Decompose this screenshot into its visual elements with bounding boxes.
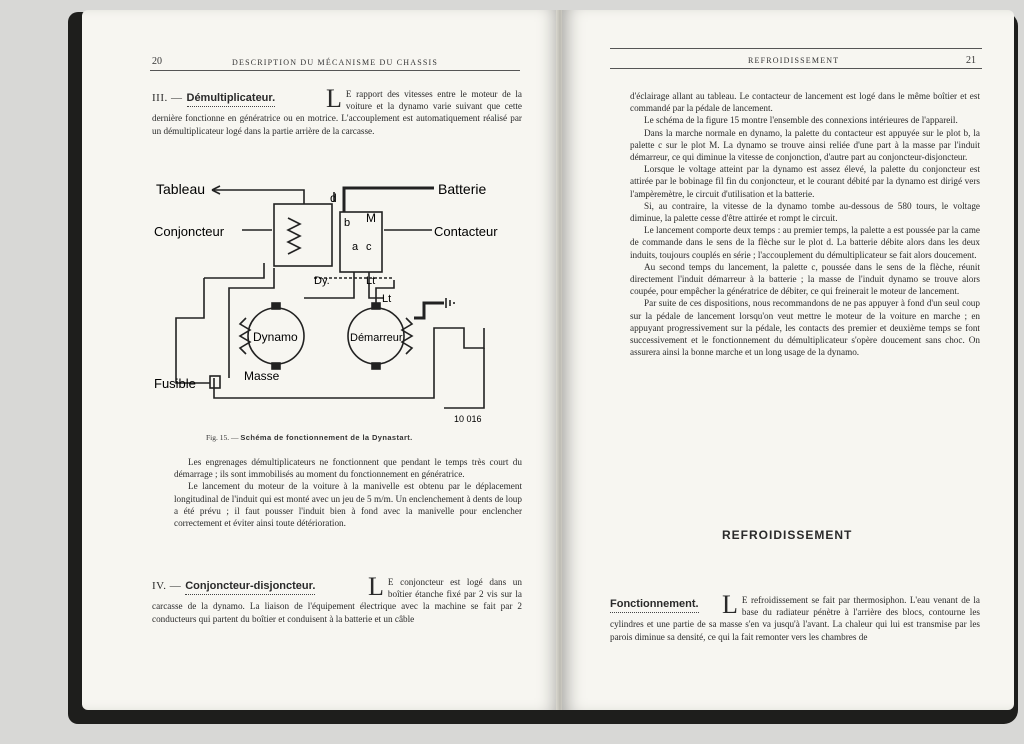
paragraph: Le schéma de la figure 15 montre l'ensemble des connexions intérieures de l'appareil. — [644, 115, 958, 126]
label-dynamo: Dynamo — [253, 330, 298, 344]
page-number: 21 — [966, 55, 976, 66]
running-head: DESCRIPTION DU MÉCANISME DU CHASSIS — [232, 58, 439, 67]
paragraph: Par suite de ces dispositions, nous recommandons de ne pas appuyer à fond d'un seul coup sur la pédale de lancement lorsqu'on veut mettre le moteur de la voiture en marche ; en appuyant progressivement sur la pédale, les contacts des premier et deuxième temps se font successivement et le fonctionnement du démultiplicateur s'opère doucement sans choc. On assurera ainsi la bonne marche et un long usage de la dynamo. — [630, 298, 980, 358]
section-title: Fonctionnement. — [610, 598, 699, 613]
paragraph: Au second temps du lancement, la palette c, poussée dans le sens de la flèche, réunit directement l'induit démarreur à la batterie ; la masse de l'induit dynamo se trouve alors coupée, pour empêcher la génératrice de débiter, ce qui freinerait le moteur de lancement. — [630, 261, 980, 297]
label-c: c — [366, 241, 372, 253]
label-a: a — [352, 241, 359, 253]
body-after-figure — [174, 456, 522, 529]
label-b: b — [344, 217, 351, 229]
label-conjoncteur: Conjoncteur — [154, 224, 225, 239]
figure-reference: 10 016 — [454, 414, 482, 424]
right-body — [630, 90, 980, 358]
section-number: III. — — [152, 92, 183, 104]
label-demarreur: Démarreur — [350, 332, 403, 344]
chapter-heading: REFROIDISSEMENT — [722, 528, 853, 542]
header-rule-top — [610, 48, 982, 49]
header-rule — [150, 70, 520, 71]
header-rule — [610, 68, 982, 69]
label-batterie: Batterie — [438, 181, 487, 197]
paragraph: Dans la marche normale en dynamo, la palette du contacteur est appuyée sur le plot b, la palette c sur le plot M. La dynamo se trouve ainsi reliée d'une part à la masse par l'induit démarreur, ce qui diminue la vitesse de conjonction, d'autre part au conjoncteur-disjoncteur. — [630, 127, 980, 163]
left-page — [82, 10, 560, 710]
label-contacteur: Contacteur — [434, 224, 498, 239]
dropcap: L — [326, 84, 342, 113]
section-fonctionnement — [610, 590, 980, 643]
page-number: 20 — [152, 56, 162, 67]
paragraph: Le lancement du moteur de la voiture à la manivelle est obtenu par le déplacement longitudinal de l'induit qui est monté avec un jeu de 5 m/m. Un enclenchement à dents de loup a été prévu ; il faut pousser l'induit bien à fond avec la manivelle pour enclencher correctement et éviter ainsi toute détérioration. — [174, 481, 522, 529]
label-dy: Dy. — [314, 275, 330, 287]
section-title: Démultiplicateur. — [187, 92, 276, 107]
label-tableau: Tableau — [156, 181, 206, 197]
caption-text: Schéma de fonctionnement de la Dynastart. — [240, 433, 413, 442]
dropcap: L — [368, 572, 384, 601]
paragraph: Les engrenages démultiplicateurs ne fonctionnent que pendant le temps très court du démarrage ; ils sont immobilisés au moment du fonctionnement en génératrice. — [174, 457, 522, 480]
label-masse: Masse — [244, 369, 280, 383]
label-lt-2: Lt — [382, 293, 392, 305]
section-number: IV. — — [152, 580, 182, 592]
paragraph: Le lancement comporte deux temps : au premier temps, la palette a est poussée par la came de commande dans le sens de la flèche sur le plot d. La batterie débite alors dans les deux induits, toujours couplés en série ; l'accouplement du démultiplicateur se fait alors doucement. — [630, 225, 980, 260]
section-title: Conjoncteur-disjoncteur. — [185, 580, 315, 595]
dropcap: L — [722, 590, 738, 619]
label-m: M — [366, 211, 376, 225]
section-conjoncteur-disjoncteur — [152, 572, 522, 625]
figure-caption — [206, 433, 526, 442]
dynastart-schematic — [154, 168, 524, 430]
paragraph: Si, au contraire, la vitesse de la dynamo tombe au-dessous de 580 tours, le voltage diminue, la palette cesse d'être attirée et rompt le circuit. — [630, 200, 980, 224]
paragraph: Lorsque le voltage atteint par la dynamo est assez élevé, la palette du conjoncteur est attirée par le bobinage fil fin du conjoncteur, et le courant débité par la dynamo est dirigé vers l'ampèremètre, le circuit d'utilisation et la batterie. — [630, 164, 980, 199]
running-head: REFROIDISSEMENT — [748, 56, 840, 65]
paragraph: d'éclairage allant au tableau. Le contacteur de lancement est logé dans le même boîtier et est commandé par la pédale de lancement. — [630, 91, 980, 114]
section-text: E conjoncteur est logé dans un boîtier étanche fixé par 2 vis sur la carcasse de la dynamo. La liaison de l'équipement électrique avec la machine se fait par 2 conducteurs qui partent du boîtier et conduisent à la batterie et un câble — [152, 577, 522, 624]
label-d: d — [330, 191, 337, 205]
section-text: E refroidissement se fait par thermosiphon. L'eau venant de la base du radiateur pénètre à l'arrière des blocs, contourne les cylindres et une partie de sa masse s'en va jusqu'à l'avant. La chaleur qui lui est transmise par les parois diminue sa densité, ce qui la fait remonter vers les chambres de — [610, 595, 980, 642]
label-fusible: Fusible — [154, 376, 196, 391]
section-text: E rapport des vitesses entre le moteur de la voiture et la dynamo varie suivant que cette dernière fonctionne en génératrice ou en motrice. L'accouplement est automatiquement réalisé par un démultiplicateur logé dans la partie arrière de la carcasse. — [152, 89, 522, 136]
caption-fig-number: Fig. 15. — — [206, 433, 239, 442]
section-demultiplicateur — [152, 84, 522, 137]
right-page — [562, 10, 1014, 710]
label-lt: Lt — [366, 275, 376, 287]
